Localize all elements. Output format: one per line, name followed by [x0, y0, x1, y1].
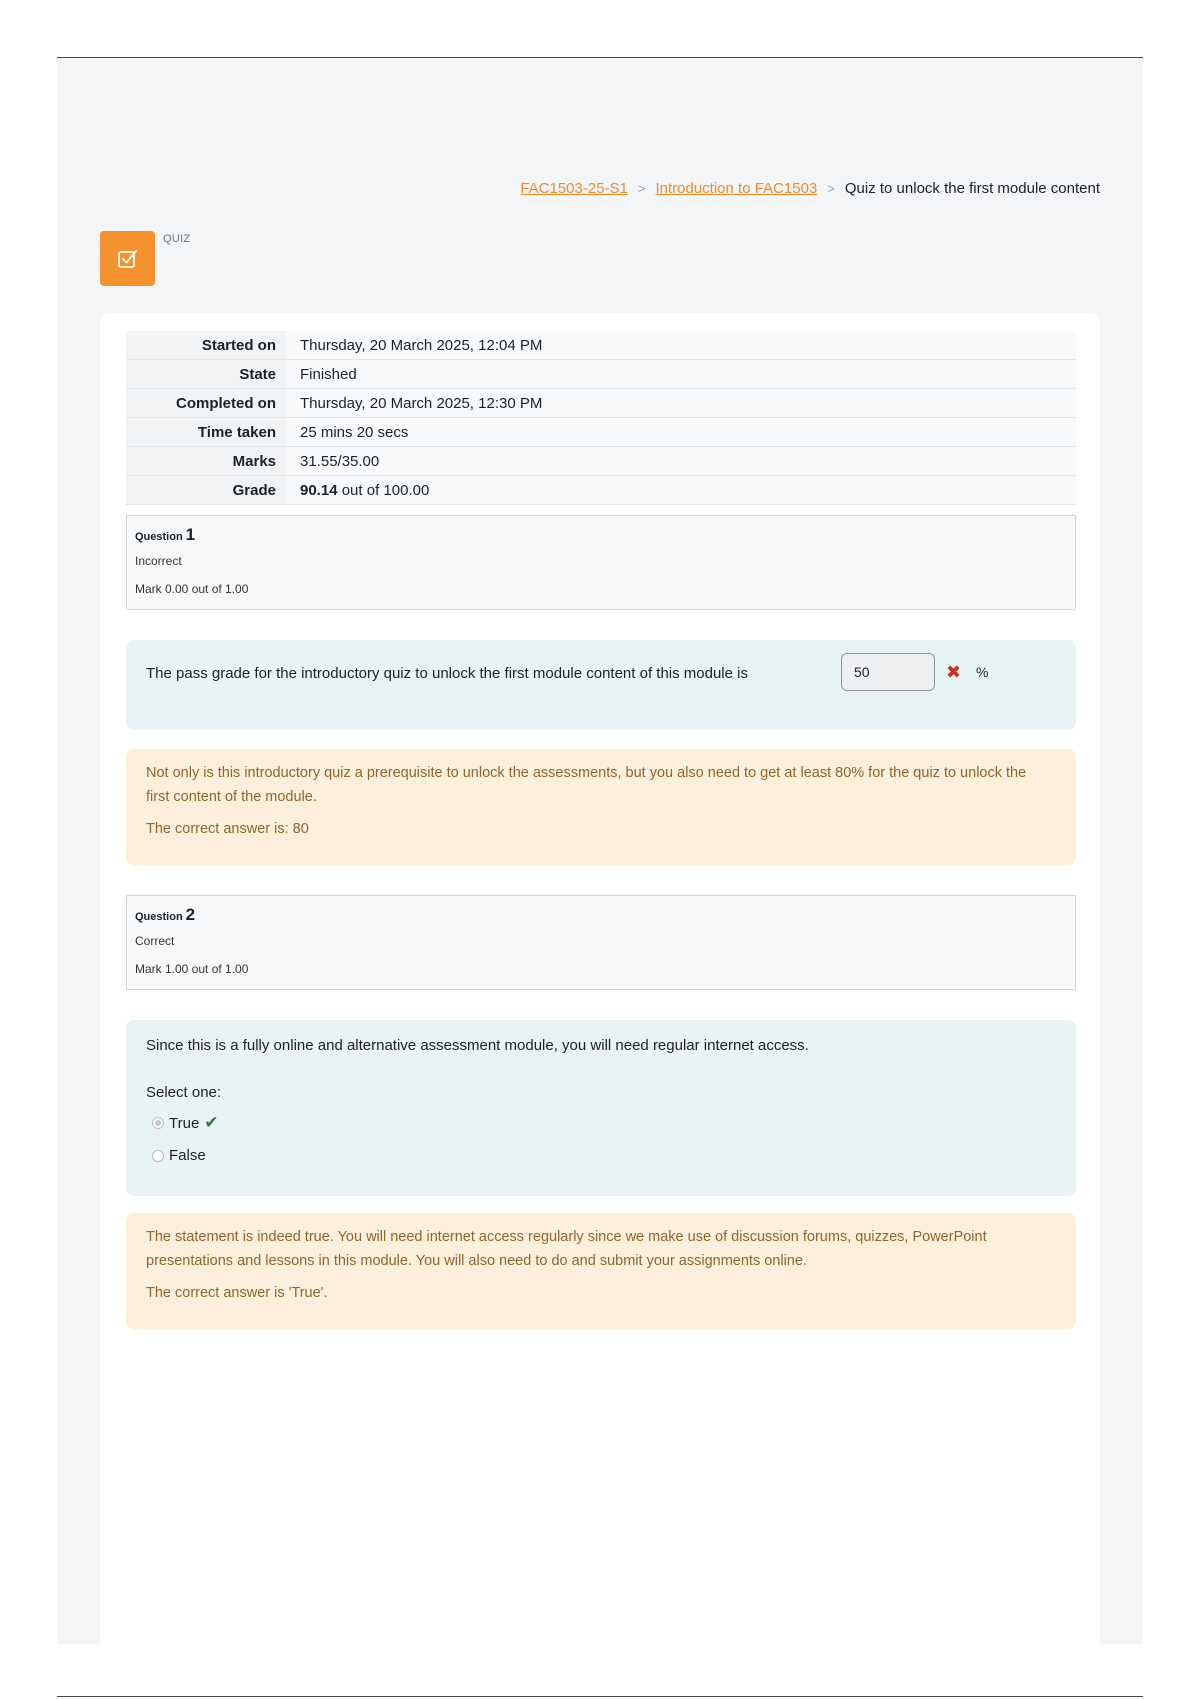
summary-row-started — [126, 331, 1076, 360]
question-number-value: 2 — [185, 905, 196, 924]
summary-value: Thursday, 20 March 2025, 12:30 PM — [286, 389, 1076, 418]
summary-row-marks — [126, 447, 1076, 476]
question-number — [135, 525, 195, 545]
breadcrumb — [520, 180, 1100, 197]
general-feedback: The statement is indeed true. You will need internet access regularly since we make use of discussion forums, quizzes, PowerPoint presentations and lessons in this module. You will also need to do and submit your assignments online. — [146, 1229, 987, 1269]
grade-value: 90.14 — [300, 481, 338, 499]
question-number — [135, 905, 195, 925]
breadcrumb-current: Quiz to unlock the first module content — [844, 180, 1100, 197]
summary-value: Finished — [286, 360, 1076, 389]
summary-value: Thursday, 20 March 2025, 12:04 PM — [286, 331, 1076, 360]
attempt-summary-table — [126, 331, 1076, 505]
question-mark: Mark 1.00 out of 1.00 — [135, 962, 249, 976]
question-label: Question — [135, 531, 183, 543]
answer-unit: % — [976, 664, 989, 680]
question-2-formulation — [126, 1020, 1076, 1196]
summary-label: Marks — [126, 447, 286, 476]
radio-button[interactable] — [152, 1117, 164, 1129]
question-1-feedback — [126, 749, 1076, 865]
breadcrumb-section-link[interactable]: Introduction to FAC1503 — [655, 180, 818, 197]
question-1-formulation — [126, 640, 1076, 730]
question-mark: Mark 0.00 out of 1.00 — [135, 582, 249, 596]
summary-label: Grade — [126, 476, 286, 505]
summary-label: State — [126, 360, 286, 389]
summary-label: Time taken — [126, 418, 286, 447]
select-prompt: Select one: — [146, 1084, 222, 1101]
general-feedback: Not only is this introductory quiz a prerequisite to unlock the assessments, but you also need to get at least 80% for the quiz to unlock the first content of the module. — [146, 765, 1027, 805]
summary-row-completed — [126, 389, 1076, 418]
question-text: The pass grade for the introductory quiz to unlock the first module content of this module is — [146, 665, 748, 682]
summary-label: Started on — [126, 331, 286, 360]
question-2-info — [126, 895, 1076, 990]
quiz-review-card — [100, 313, 1100, 1653]
radio-button[interactable] — [152, 1150, 164, 1162]
summary-value: 25 mins 20 secs — [286, 418, 1076, 447]
correct-answer: The correct answer is 'True'. — [146, 1285, 328, 1301]
summary-label: Completed on — [126, 389, 286, 418]
chevron-right-icon: > — [637, 181, 646, 196]
question-1-info — [126, 515, 1076, 610]
option-true[interactable] — [152, 1113, 219, 1133]
grade-suffix: out of 100.00 — [341, 481, 430, 499]
summary-value: 31.55/35.00 — [286, 447, 1076, 476]
page-bottom-rule — [57, 1696, 1143, 1697]
question-text: Since this is a fully online and alternative assessment module, you will need regular internet access. — [146, 1037, 809, 1054]
question-label: Question — [135, 911, 183, 923]
summary-row-time-taken — [126, 418, 1076, 447]
correct-answer: The correct answer is: 80 — [146, 821, 309, 837]
summary-row-state — [126, 360, 1076, 389]
cross-icon: ✖ — [946, 662, 962, 682]
summary-row-grade — [126, 476, 1076, 505]
breadcrumb-course-link[interactable]: FAC1503-25-S1 — [520, 180, 628, 197]
answer-input[interactable] — [841, 653, 935, 691]
chevron-right-icon: > — [827, 181, 835, 196]
option-label: True — [169, 1114, 200, 1132]
question-number-value: 1 — [185, 525, 196, 544]
option-false[interactable] — [152, 1147, 206, 1164]
activity-type-label: QUIZ — [163, 233, 191, 245]
question-state: Correct — [135, 934, 175, 948]
quiz-checkbox-icon — [100, 231, 155, 286]
summary-value — [286, 476, 1076, 505]
question-2-feedback — [126, 1213, 1076, 1329]
option-label: False — [169, 1147, 206, 1164]
check-icon: ✔ — [204, 1113, 219, 1132]
question-state: Incorrect — [135, 554, 182, 568]
